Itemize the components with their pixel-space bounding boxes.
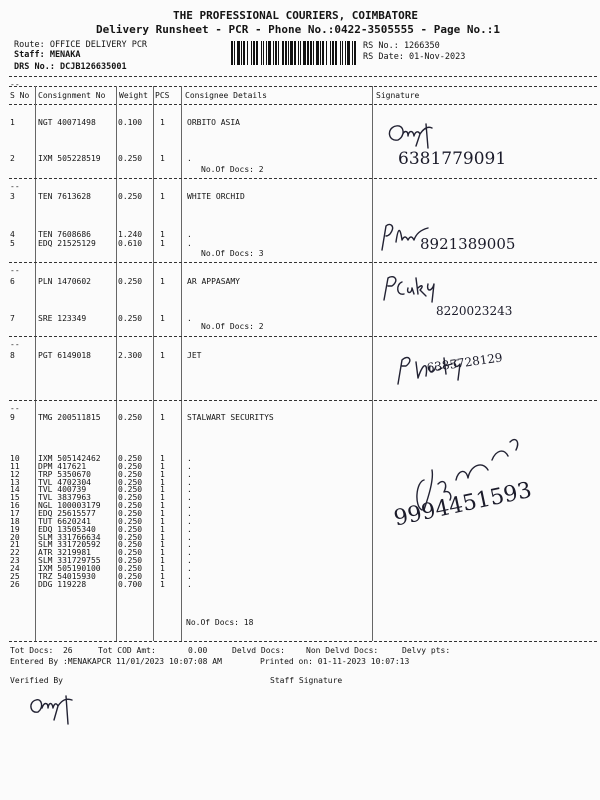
row-sno: 6 [10, 277, 15, 286]
row-sno: 1 [10, 118, 15, 127]
row-sno: 14 [10, 485, 20, 495]
row-pcs: 1 [160, 469, 165, 479]
row-consignee: . [187, 548, 192, 558]
col-header-consignee: Consignee Details [185, 91, 267, 100]
row-weight: 2.300 [118, 351, 143, 360]
row-weight: 0.250 [118, 493, 143, 503]
row-sno: 24 [10, 563, 20, 573]
row-sno: 20 [10, 532, 20, 542]
row-consignee: . [187, 469, 192, 479]
row-weight: 0.250 [118, 154, 143, 163]
delivery-points-label: Delvy pts: [402, 646, 451, 655]
row-consignee: . [187, 461, 192, 471]
row-consignment-no: DDG 119228 [38, 579, 87, 589]
row-consignee: . [187, 485, 192, 495]
col-divider [372, 86, 373, 641]
row-weight: 0.250 [118, 516, 143, 526]
col-divider [35, 86, 36, 641]
row-pcs: 1 [160, 508, 165, 518]
row-consignment-no: TMG 200511815 [38, 413, 101, 422]
total-cod-value: 0.00 [188, 646, 208, 655]
group-separator [9, 262, 597, 263]
row-weight: 1.240 [118, 230, 143, 239]
recipient-phone: 8220023243 [436, 304, 513, 318]
row-weight: 0.250 [118, 192, 143, 201]
row-pcs: 1 [160, 563, 165, 573]
row-weight: 0.250 [118, 413, 143, 422]
row-consignee: JET [187, 351, 202, 360]
col-header-weight: Weight [119, 91, 148, 100]
row-pcs: 1 [160, 501, 165, 511]
group-separator [9, 400, 597, 401]
row-consignment-no: TRP 5350670 [38, 469, 91, 479]
row-sno: 17 [10, 508, 20, 518]
col-divider [116, 86, 117, 641]
row-consignment-no: TEN 7613628 [38, 192, 91, 201]
delivered-docs-label: Delvd Docs: [232, 646, 285, 655]
printed-on: Printed on: 01-11-2023 10:07:13 [260, 657, 410, 666]
row-pcs: 1 [160, 314, 165, 323]
row-consignment-no: TVL 4702304 [38, 477, 91, 487]
row-consignee: . [187, 314, 192, 323]
verifier-signature [26, 692, 76, 728]
route-label: Route: OFFICE DELIVERY PCR [14, 40, 148, 50]
rs-number: RS No.: 1266350 [363, 41, 440, 51]
row-consignment-no: SRE 123349 [38, 314, 87, 323]
row-consignee: . [187, 556, 192, 566]
col-divider [153, 86, 154, 641]
row-sno: 25 [10, 571, 20, 581]
row-sno: 9 [10, 413, 15, 422]
col-header-pcs: PCS [155, 91, 170, 100]
row-weight: 0.250 [118, 524, 143, 534]
col-divider [181, 86, 182, 641]
entered-by: Entered By :MENAKAPCR 11/01/2023 10:07:08 AM [10, 657, 222, 666]
runsheet-title: Delivery Runsheet - PCR - Phone No.:0422-3505555 - Page No.:1 [96, 23, 500, 36]
recipient-phone: 8921389005 [420, 235, 516, 253]
row-consignee: . [187, 154, 192, 163]
row-pcs: 1 [160, 454, 165, 463]
row-consignment-no: ATR 3219981 [38, 548, 91, 558]
row-consignment-no: SLM 331766634 [38, 532, 101, 542]
row-sno: 10 [10, 454, 20, 463]
row-pcs: 1 [160, 277, 165, 286]
group-separator [9, 178, 597, 179]
row-sno: 18 [10, 516, 20, 526]
group-doc-count: No.Of Docs: 3 [201, 249, 264, 258]
row-consignment-no: TEN 7608686 [38, 230, 91, 239]
row-weight: 0.250 [118, 571, 143, 581]
row-consignment-no: EDQ 13505340 [38, 524, 96, 534]
row-sno: 11 [10, 461, 20, 471]
row-sno: 15 [10, 493, 20, 503]
row-pcs: 1 [160, 556, 165, 566]
row-pcs: 1 [160, 477, 165, 487]
row-pcs: 1 [160, 524, 165, 534]
row-sno: 13 [10, 477, 20, 487]
row-pcs: 1 [160, 192, 165, 201]
row-pcs: 1 [160, 548, 165, 558]
row-sno: 8 [10, 351, 15, 360]
row-weight: 0.250 [118, 508, 143, 518]
dash-mark: -- [10, 404, 20, 413]
row-pcs: 1 [160, 540, 165, 550]
row-consignee: . [187, 239, 192, 248]
recipient-phone: 6385728129 [425, 350, 504, 375]
dash-mark: -- [10, 340, 20, 349]
group-doc-count: No.Of Docs: 2 [201, 322, 264, 331]
row-weight: 0.250 [118, 548, 143, 558]
row-consignee: STALWART SECURITYS [187, 413, 274, 422]
row-sno: 2 [10, 154, 15, 163]
row-pcs: 1 [160, 532, 165, 542]
row-weight: 0.250 [118, 563, 143, 573]
row-pcs: 1 [160, 579, 165, 589]
row-pcs: 1 [160, 461, 165, 471]
row-weight: 0.250 [118, 469, 143, 479]
row-consignee: . [187, 540, 192, 550]
row-pcs: 1 [160, 154, 165, 163]
row-pcs: 1 [160, 239, 165, 248]
dash-mark: -- [10, 182, 20, 191]
row-pcs: 1 [160, 516, 165, 526]
barcode-image [231, 41, 357, 65]
row-pcs: 1 [160, 493, 165, 503]
row-consignment-no: TRZ 54015930 [38, 571, 96, 581]
row-pcs: 1 [160, 118, 165, 127]
row-consignment-no: SLM 331729755 [38, 556, 101, 566]
row-sno: 4 [10, 230, 15, 239]
group-doc-count: No.Of Docs: 2 [201, 165, 264, 174]
total-docs: Tot Docs: 26 [10, 646, 73, 655]
row-consignment-no: TVL 3837963 [38, 493, 91, 503]
group-separator [9, 336, 597, 337]
row-consignee: . [187, 501, 192, 511]
verified-by-label: Verified By [10, 676, 63, 685]
row-pcs: 1 [160, 413, 165, 422]
recipient-phone: 9994451593 [391, 477, 534, 532]
row-pcs: 1 [160, 571, 165, 581]
row-pcs: 1 [160, 351, 165, 360]
row-consignment-no: TVL 400739 [38, 485, 87, 495]
group-doc-count: No.Of Docs: 18 [186, 618, 254, 627]
row-consignee: WHITE ORCHID [187, 192, 245, 201]
row-weight: 0.250 [118, 461, 143, 471]
recipient-signature [380, 272, 450, 304]
non-delivered-docs-label: Non Delvd Docs: [306, 646, 379, 655]
row-consignee: . [187, 454, 192, 463]
staff-label: Staff: MENAKA [14, 50, 81, 60]
row-weight: 0.250 [118, 477, 143, 487]
row-consignment-no: IXM 505190100 [38, 563, 101, 573]
row-consignment-no: SLM 331720592 [38, 540, 101, 550]
dash-mark: -- [10, 266, 20, 275]
row-consignee: . [187, 571, 192, 581]
row-sno: 16 [10, 501, 20, 511]
row-weight: 0.250 [118, 277, 143, 286]
row-consignee: . [187, 579, 192, 589]
staff-signature-label: Staff Signature [270, 676, 343, 685]
row-weight: 0.250 [118, 314, 143, 323]
row-consignee: ORBITO ASIA [187, 118, 240, 127]
row-consignee: . [187, 516, 192, 526]
row-consignment-no: TUT 6620241 [38, 516, 91, 526]
row-weight: 0.610 [118, 239, 143, 248]
row-weight: 0.250 [118, 501, 143, 511]
total-cod-label: Tot COD Amt: [98, 646, 156, 655]
header-divider [9, 76, 597, 77]
row-consignment-no: NGT 40071498 [38, 118, 96, 127]
row-consignment-no: PGT 6149018 [38, 351, 91, 360]
row-consignee: AR APPASAMY [187, 277, 240, 286]
row-weight: 0.250 [118, 485, 143, 495]
row-consignment-no: EDQ 25615577 [38, 508, 96, 518]
column-header-rule [9, 104, 597, 105]
row-consignee: . [187, 508, 192, 518]
row-consignee: . [187, 532, 192, 542]
row-consignment-no: PLN 1470602 [38, 277, 91, 286]
row-consignee: . [187, 563, 192, 573]
row-consignee: . [187, 524, 192, 534]
row-weight: 0.700 [118, 579, 143, 589]
table-bottom-rule [9, 641, 597, 642]
row-weight: 0.250 [118, 454, 143, 463]
rs-date: RS Date: 01-Nov-2023 [363, 52, 466, 62]
row-sno: 19 [10, 524, 20, 534]
row-sno: 5 [10, 239, 15, 248]
row-sno: 12 [10, 469, 20, 479]
row-consignment-no: EDQ 21525129 [38, 239, 96, 248]
drs-number: DRS No.: DCJB126635001 [14, 62, 127, 72]
row-consignment-no: DPM 417621 [38, 461, 87, 471]
row-weight: 0.250 [118, 532, 143, 542]
row-sno: 22 [10, 548, 20, 558]
row-consignee: . [187, 477, 192, 487]
col-header-signature: Signature [376, 91, 420, 100]
company-name: THE PROFESSIONAL COURIERS, COIMBATORE [173, 9, 419, 22]
row-sno: 21 [10, 540, 20, 550]
row-sno: 3 [10, 192, 15, 201]
row-sno: 7 [10, 314, 15, 323]
row-consignee: . [187, 493, 192, 503]
row-weight: 0.100 [118, 118, 143, 127]
col-header-sno: S No [10, 91, 30, 100]
row-pcs: 1 [160, 230, 165, 239]
row-pcs: 1 [160, 485, 165, 495]
dash-mark: -- [10, 80, 20, 89]
recipient-phone: 6381779091 [398, 149, 507, 169]
table-top-rule [9, 86, 597, 87]
row-sno: 23 [10, 556, 20, 566]
row-consignment-no: IXM 505142462 [38, 454, 101, 463]
row-consignment-no: NGL 100003179 [38, 501, 101, 511]
row-weight: 0.250 [118, 540, 143, 550]
col-header-consignment: Consignment No [38, 91, 106, 100]
row-weight: 0.250 [118, 556, 143, 566]
row-sno: 26 [10, 579, 20, 589]
row-consignee: . [187, 230, 192, 239]
row-consignment-no: IXM 505228519 [38, 154, 101, 163]
